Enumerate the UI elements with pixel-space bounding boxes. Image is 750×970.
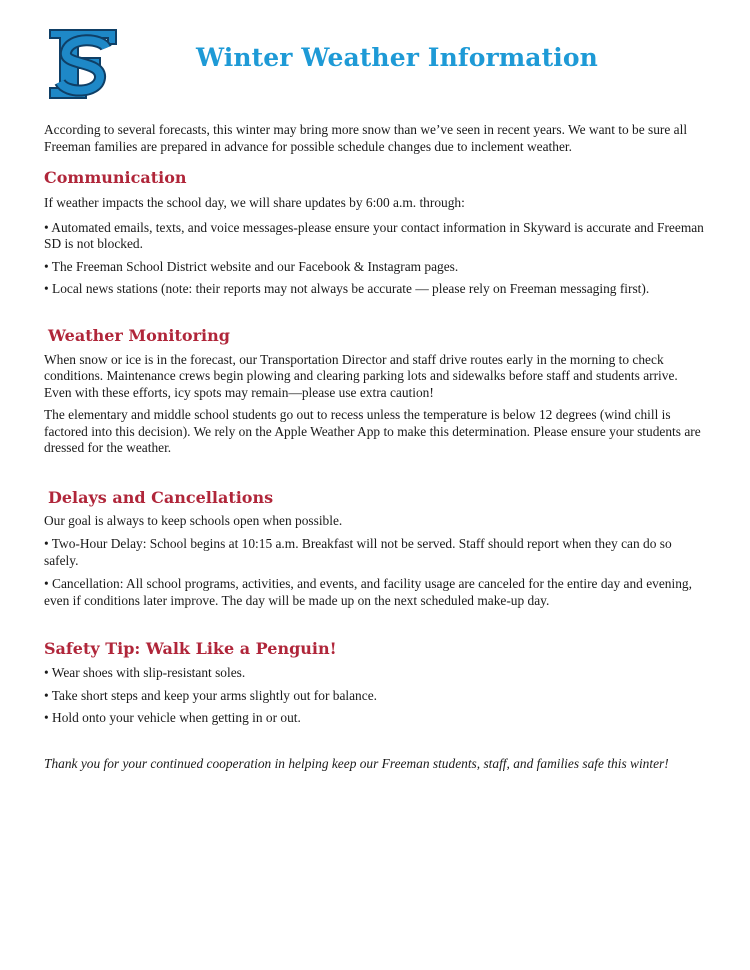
delays-lead: Our goal is always to keep schools open when possible. — [44, 512, 343, 528]
intro-paragraph: According to several forecasts, this winter may bring more snow than we’ve seen in recent years. We want to be sure all Freeman families are prepared in advance for possible schedule changes due to inclement weather. — [44, 122, 688, 154]
communication-lead: If weather impacts the school day, we will share updates by 6:00 a.m. through: — [44, 195, 465, 210]
letter-body — [44, 122, 706, 772]
safety-bullet: • Wear shoes with slip-resistant soles. — [44, 665, 246, 680]
safety-tip-heading: Safety Tip: Walk Like a Penguin! — [44, 639, 337, 658]
closing-note: Thank you for your continued cooperation in helping keep our Freeman students, staff, and families safe this winter! — [44, 755, 669, 771]
delays-heading: Delays and Cancellations — [48, 487, 274, 507]
delays-bullet: • Cancellation: All school programs, activities, and events, and facility usage are canceled for the entire day and evening, even if conditions later improve. The day will be made up on the next scheduled make-up day. — [44, 576, 692, 608]
communication-heading: Communication — [44, 168, 187, 187]
delays-bullet: • Two-Hour Delay: School begins at 10:15 a.m. Breakfast will not be served. Staff should report when they can do so safely. — [44, 536, 672, 568]
weather-paragraph: When snow or ice is in the forecast, our Transportation Director and staff drive routes early in the morning to check conditions. Maintenance crews begin plowing and clearing parking lots and sidewalks before staff and students arrive. Even with these efforts, icy spots may remain—please use extra caution! — [44, 351, 678, 400]
weather-monitoring-heading: Weather Monitoring — [48, 325, 230, 345]
weather-paragraph: The elementary and middle school students go out to recess unless the temperature is below 12 degrees (wind chill is factored into this decision). We rely on the Apple Weather App to make this determination. Please ensure your students are dressed for the weather. — [44, 407, 701, 455]
communication-bullet: • The Freeman School District website and our Facebook & Instagram pages. — [44, 258, 459, 274]
freeman-fs-logo — [44, 24, 122, 106]
safety-bullet: • Take short steps and keep your arms slightly out for balance. — [44, 687, 377, 703]
page-title: Winter Weather Information — [196, 43, 598, 72]
communication-bullet: • Local news stations (note: their reports may not always be accurate — please rely on Freeman messaging first). — [44, 281, 650, 296]
safety-bullet: • Hold onto your vehicle when getting in or out. — [44, 710, 301, 725]
communication-bullet: • Automated emails, texts, and voice messages-please ensure your contact information in Skyward is accurate and Freeman SD is not blocked. — [44, 219, 704, 251]
